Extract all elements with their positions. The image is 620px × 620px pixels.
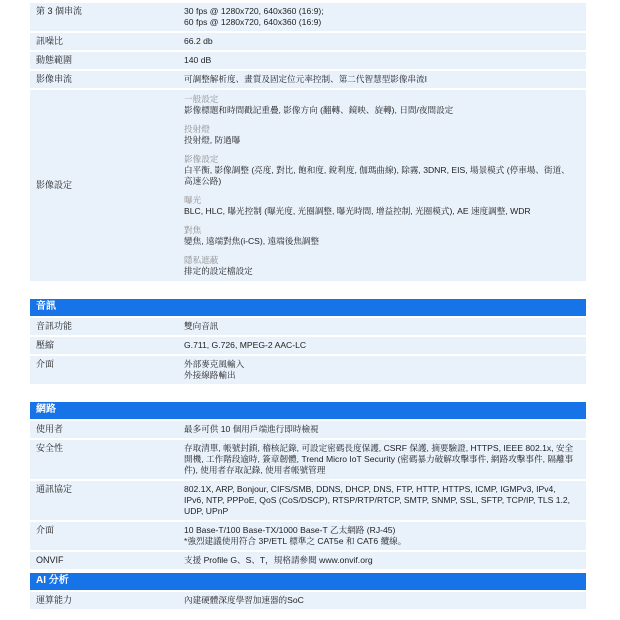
value-line: 66.2 db [184,36,213,46]
section-audio [30,299,586,384]
row-label: 第 3 個串流 [36,6,83,16]
value-line: 外部麥克風輸入 [184,359,245,369]
setting-group-text: 白平衡, 影像調整 (亮度, 對比, 飽和度, 銳利度, 伽瑪曲線), 除霧, 3DNR, EIS, 場景模式 (停車場、街道、高速公路) [184,165,570,186]
table-row [30,3,586,31]
row-label: 介面 [36,525,55,535]
setting-group [184,124,576,146]
table-row [30,337,586,354]
table-row [30,481,586,520]
row-value [184,595,586,606]
section-ai [30,573,586,609]
row-value [184,424,586,435]
setting-group-title: 投射燈 [184,124,210,134]
row-label: 影像設定 [36,180,73,190]
value-line: 支援 Profile G、S、T，規格請參閱 www.onvif.org [184,555,373,565]
value-line: 內建硬體深度學習加速器的SoC [184,595,304,605]
setting-group-title: 一般設定 [184,94,219,104]
row-value [184,55,586,66]
setting-group-title: 曝光 [184,195,202,205]
row-label: ONVIF [36,555,64,565]
row-label: 壓縮 [36,340,55,350]
setting-group [184,195,576,217]
setting-group [184,94,576,116]
row-value [184,484,586,517]
table-row [30,552,586,569]
value-line: *強烈建議使用符合 3P/ETL 標準之 CAT5e 和 CAT6 纜線。 [184,536,407,546]
row-label: 影像串流 [36,74,73,84]
setting-group [184,225,576,247]
setting-group-title: 隱私遮蔽 [184,255,219,265]
row-value [184,443,586,476]
value-line: 802.1X, ARP, Bonjour, CIFS/SMB, DDNS, DHCP, DNS, FTP, HTTP, HTTPS, ICMP, IGMPv3, IPv4, IPv6, NTP, PPPoE, QoS (CoS/DSCP), RTSP/RTP/RTCP, SMTP, SNMP, SSL, SFTP, TCP/IP, TLS 1.2, UDP, UPnP [184,484,571,516]
value-line: G.711, G.726, MPEG-2 AAC-LC [184,340,307,350]
table-row [30,592,586,609]
table-row [30,318,586,335]
setting-group-text: 投射燈, 防過曝 [184,135,241,145]
section-video-continued [30,3,586,281]
value-line: 外接線路輸出 [184,370,236,380]
value-line: 60 fps @ 1280x720, 640x360 (16:9) [184,17,322,27]
row-label: 介面 [36,359,55,369]
table-row [30,356,586,384]
value-line: 雙向音訊 [184,321,219,331]
table-row [30,440,586,479]
setting-group-title: 對焦 [184,225,202,235]
table-row [30,71,586,88]
row-value [184,74,586,85]
row-label: 通訊協定 [36,484,73,494]
row-value [184,36,586,47]
row-value [184,321,586,332]
section-header-network: 網路 [30,402,586,419]
value-line: 可調整解析度、畫質及固定位元率控制、第二代智慧型影像串流I [184,74,428,84]
value-line: 10 Base-T/100 Base-TX/1000 Base-T 乙太網路 (RJ-45) [184,525,396,535]
section-network [30,402,586,569]
table-row [30,522,586,550]
setting-group-text: 變焦, 遠端對焦(i-CS), 遠端後焦調整 [184,236,320,246]
row-value [184,555,586,566]
setting-group-text: 影像標題和時間戳記重疊, 影像方向 (翻轉、鏡映、旋轉), 日間/夜間設定 [184,105,454,115]
value-line: 30 fps @ 1280x720, 640x360 (16:9); [184,6,324,16]
row-label: 音訊功能 [36,321,73,331]
row-label: 運算能力 [36,595,73,605]
setting-group-title: 影像設定 [184,154,219,164]
row-label: 安全性 [36,443,64,453]
section-header-audio: 音訊 [30,299,586,316]
table-row [30,33,586,50]
value-line: 存取清單, 帳號封鎖, 稽核記錄, 可設定密碼長度保護, CSRF 保護, 摘要驗證, HTTPS, IEEE 802.1x, 安全開機, 工作階段逾時, 簽章韌體, Trend Micro IoT Security (密碼暴力破解攻擊事件, 網路攻擊事件, 隔離事件), 使用者存取記錄, 使用者帳號管理 [184,443,574,475]
table-row [30,421,586,438]
table-row [30,90,586,281]
row-label: 訊噪比 [36,36,64,46]
row-value [184,94,586,277]
row-label: 使用者 [36,424,64,434]
row-value [184,6,586,28]
row-value [184,340,586,351]
setting-group-text: 排定的設定檔設定 [184,266,253,276]
row-value [184,359,586,381]
value-line: 140 dB [184,55,212,65]
setting-group-text: BLC, HLC, 曝光控制 (曝光度, 光圈調整, 曝光時間, 增益控制, 光圈模式), AE 速度調整, WDR [184,206,531,216]
value-line: 最多可供 10 個用戶端進行即時檢視 [184,424,319,434]
row-value [184,525,586,547]
section-header-ai: AI 分析 [30,573,586,590]
row-label: 動態範圍 [36,55,73,65]
spec-table [30,0,586,611]
setting-group [184,255,576,277]
setting-group [184,154,576,187]
table-row [30,52,586,69]
